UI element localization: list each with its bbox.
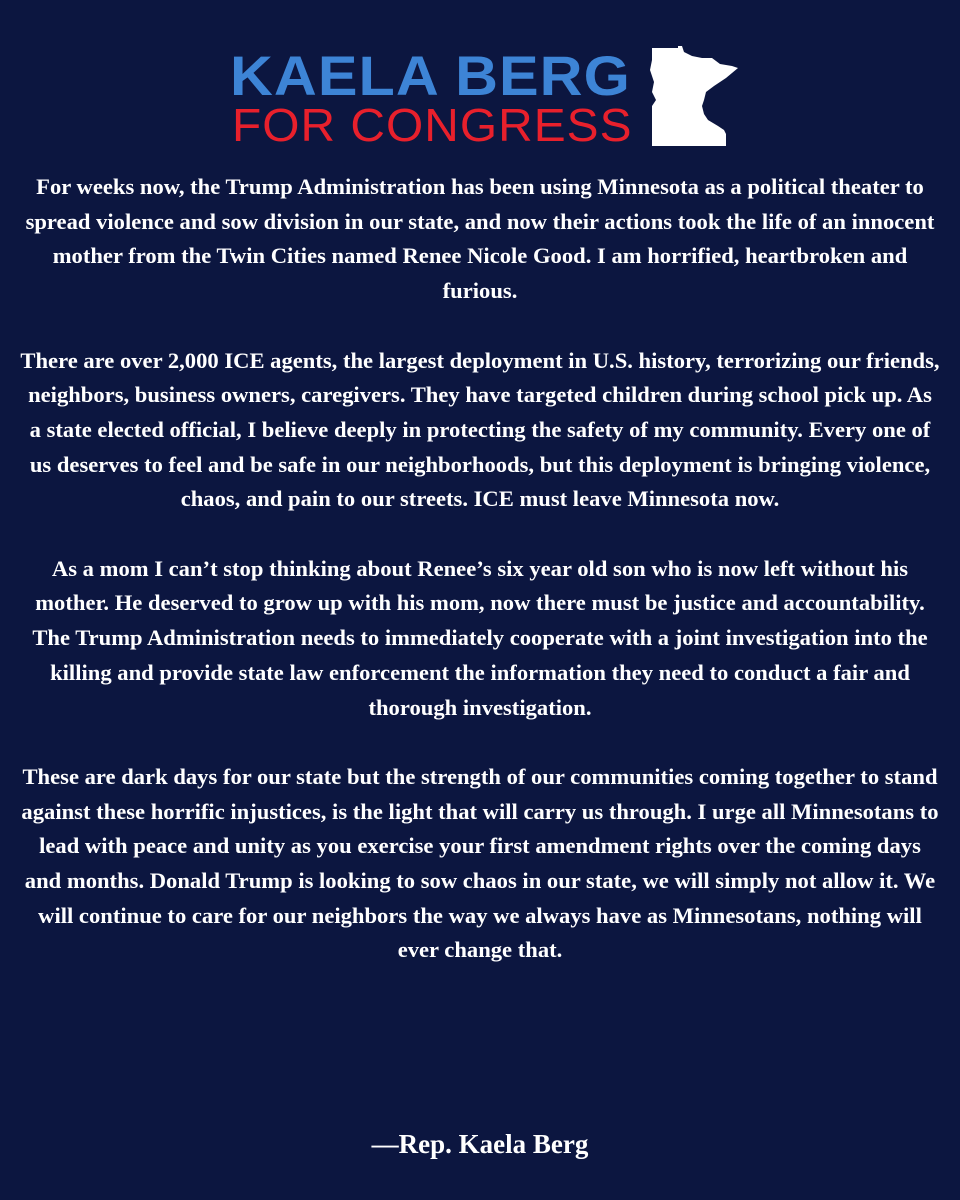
statement-paragraph: As a mom I can’t stop thinking about Renee’s six year old son who is now left without his mother. He deserved to grow up with his mom, now there must be justice and accountability. The Trump Administration needs to immediately cooperate with a joint investigation into the killing and provide state law enforcement the information they need to conduct a fair and thorough investigation. (32, 555, 928, 720)
logo-candidate-name: KAELA BERG (230, 44, 631, 107)
logo-tagline: FOR CONGRESS (232, 99, 633, 151)
statement-body (20, 170, 940, 968)
statement-paragraph: For weeks now, the Trump Administration has been using Minnesota as a political theater to spread violence and sow division in our state, and now their actions took the life of an innocent mother from the Twin Cities named Renee Nicole Good. I am horrified, heartbroken and furious. (25, 174, 935, 304)
signature: —Rep. Kaela Berg (371, 1129, 589, 1159)
statement-paragraph: These are dark days for our state but the strength of our communities coming together to stand against these horrific injustices, is the light that will carry us through. I urge all Minnesotans to lead with peace and unity as you exercise your first amendment rights over the coming days and months. Donald Trump is looking to sow chaos in our state, we will simply not allow it. We will continue to care for our neighbors the way we always have as Minnesotans, nothing will ever change that. (21, 763, 939, 963)
statement-paragraph: There are over 2,000 ICE agents, the largest deployment in U.S. history, terrorizing our friends, neighbors, business owners, caregivers. They have targeted children during school pick up. As a state elected official, I believe deeply in protecting the safety of my community. Every one of us deserves to feel and be safe in our neighborhoods, but this deployment is bringing violence, chaos, and pain to our streets. ICE must leave Minnesota now. (20, 347, 940, 512)
minnesota-state-outline-icon (648, 46, 740, 146)
campaign-logo (230, 46, 750, 156)
